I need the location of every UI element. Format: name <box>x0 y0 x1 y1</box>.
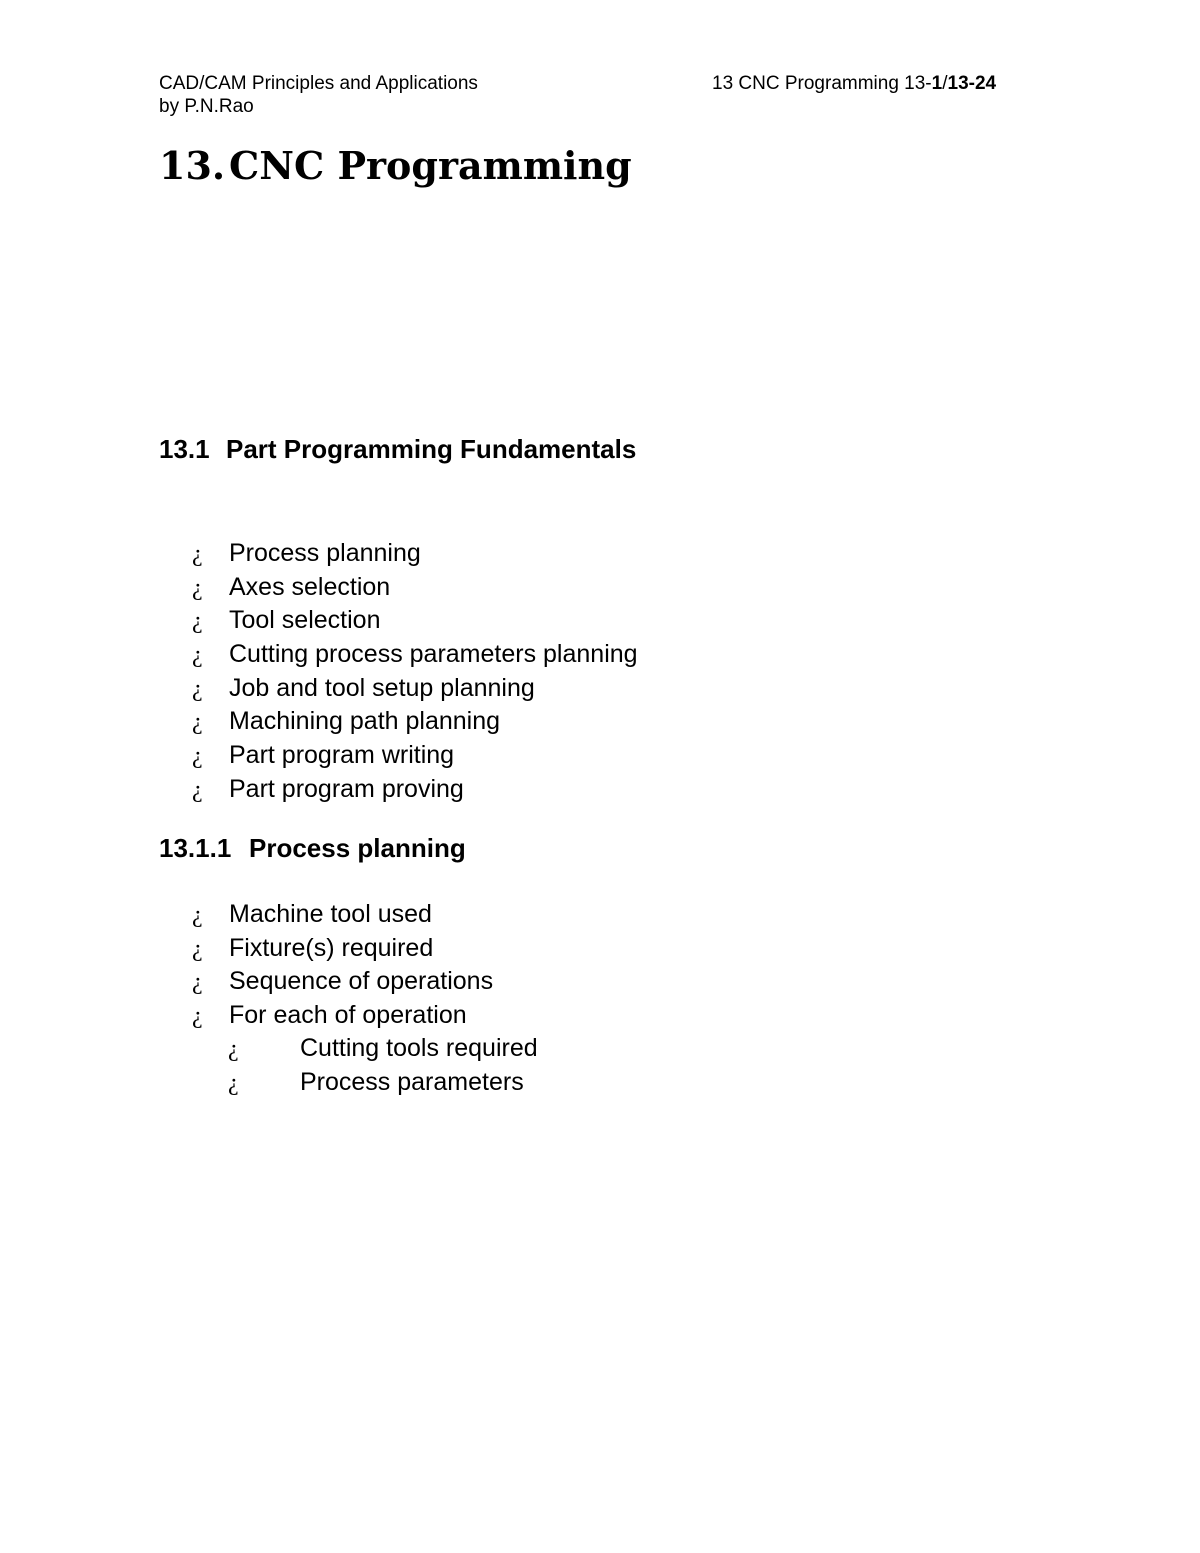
list-item <box>192 773 638 807</box>
sub-list-item <box>228 1032 538 1066</box>
author-line: by P.N.Rao <box>159 96 254 117</box>
list-item-text: Part program writing <box>229 741 455 770</box>
list-item <box>192 705 638 739</box>
list-item <box>192 638 638 672</box>
bullet-icon: ¿ <box>192 642 203 669</box>
bullet-icon: ¿ <box>192 935 203 962</box>
list-item-text: For each of operation <box>229 1001 467 1030</box>
list-item <box>192 965 493 999</box>
fundamentals-list <box>192 537 638 807</box>
chapter-reference: 13 CNC Programming 13- <box>712 73 932 94</box>
list-item-text: Job and tool setup planning <box>229 673 535 702</box>
process-planning-list <box>192 898 493 1033</box>
list-item-text: Fixture(s) required <box>229 933 434 962</box>
sub-list-item-text: Process parameters <box>300 1067 524 1096</box>
bullet-icon: ¿ <box>192 969 203 996</box>
section-title: Part Programming Fundamentals <box>226 434 637 464</box>
chapter-title-text: CNC Programming <box>229 143 632 188</box>
bullet-icon: ¿ <box>192 776 203 803</box>
bullet-icon: ¿ <box>192 541 203 567</box>
page-current: 1 <box>931 73 943 94</box>
list-item-text: Cutting process parameters planning <box>229 640 638 669</box>
book-title: CAD/CAM Principles and Applications <box>159 73 478 94</box>
bullet-icon: ¿ <box>192 709 203 736</box>
running-header-right <box>712 72 996 95</box>
list-item <box>192 999 493 1033</box>
bullet-icon: ¿ <box>228 1069 239 1096</box>
list-item <box>192 932 493 966</box>
list-item <box>192 537 638 571</box>
bullet-icon: ¿ <box>192 1003 203 1030</box>
bullet-icon: ¿ <box>228 1036 239 1062</box>
page-total: 13-24 <box>947 73 997 94</box>
list-item-text: Axes selection <box>229 572 391 601</box>
list-item-text: Sequence of operations <box>229 967 494 996</box>
chapter-number: 13. <box>159 143 226 188</box>
list-item <box>192 898 493 932</box>
subsection-title: Process planning <box>249 833 466 863</box>
section-heading-13-1-1 <box>159 832 466 864</box>
list-item <box>192 604 638 638</box>
list-item-text: Part program proving <box>229 774 464 803</box>
list-item-text: Tool selection <box>229 606 381 635</box>
sub-list-item-text: Cutting tools required <box>300 1034 538 1062</box>
operation-sub-list <box>228 1032 538 1099</box>
subsection-number: 13.1.1 <box>159 833 232 863</box>
bullet-icon: ¿ <box>192 675 203 702</box>
bullet-icon: ¿ <box>192 743 203 770</box>
list-item <box>192 571 638 605</box>
section-heading-13-1 <box>159 433 636 465</box>
list-item-text: Machine tool used <box>229 900 432 928</box>
list-item <box>192 672 638 706</box>
section-number: 13.1 <box>159 434 210 464</box>
bullet-icon: ¿ <box>192 574 203 601</box>
bullet-icon: ¿ <box>192 902 203 928</box>
page-separator: / <box>942 73 948 94</box>
list-item <box>192 739 638 773</box>
list-item-text: Process planning <box>229 539 421 567</box>
chapter-title <box>159 138 632 194</box>
sub-list-item <box>228 1066 538 1100</box>
running-header-left <box>159 72 478 118</box>
list-item-text: Machining path planning <box>229 707 501 736</box>
bullet-icon: ¿ <box>192 608 203 635</box>
